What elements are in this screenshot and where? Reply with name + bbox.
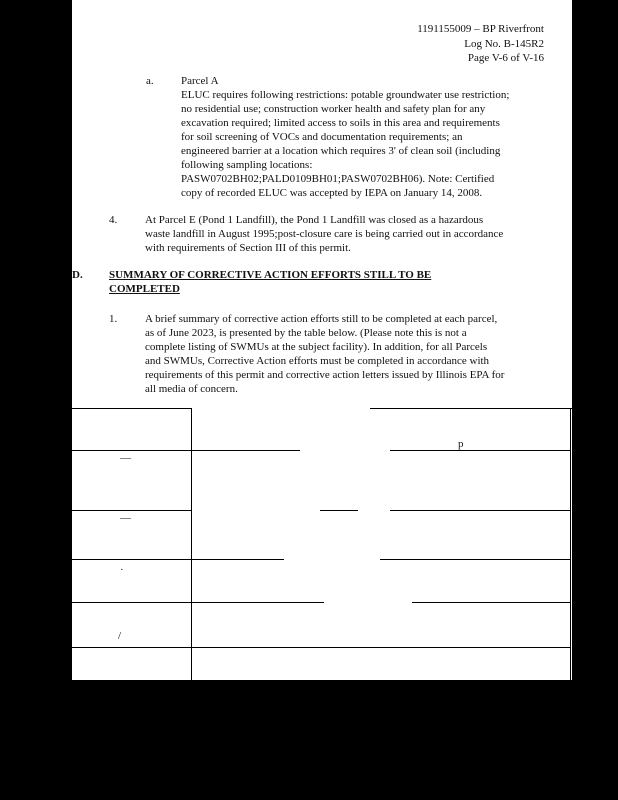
table-rule xyxy=(72,510,192,511)
item-4-label: 4. xyxy=(109,214,118,226)
table-rule xyxy=(412,602,570,603)
item-a-line: ELUC requires following restrictions: potable groundwater use restriction; xyxy=(181,89,510,101)
item-a-line: excavation required; limited access to soils in this area and requirements xyxy=(181,117,500,129)
item-a-label: a. xyxy=(146,75,154,87)
table-rule xyxy=(72,450,192,451)
header-page-no: Page V-6 of V-16 xyxy=(467,52,544,64)
table-row-mark: / xyxy=(118,630,122,642)
table-row-mark: · xyxy=(120,564,124,576)
table-right-border xyxy=(570,408,571,680)
table-rule xyxy=(192,647,570,648)
item-a-line: engineered barrier at a location which requires 3' of clean soil (including xyxy=(181,145,501,157)
item-a-line: for soil screening of VOCs and documentation requirements; an xyxy=(181,131,463,143)
table-header-fragment: p xyxy=(458,438,464,450)
table-rule xyxy=(72,408,192,409)
item-1-line: complete listing of SWMUs at the subject facility). In addition, for all Parcels xyxy=(145,341,488,353)
item-a-line: PASW0702BH02;PALD0109BH01;PASW0702BH06). Note: Certified xyxy=(181,173,495,185)
item-4-line: At Parcel E (Pond 1 Landfill), the Pond 1 Landfill was closed as a hazardous xyxy=(145,214,484,226)
table-rule xyxy=(320,510,358,511)
section-d-title-continued: COMPLETED xyxy=(109,283,180,295)
table-column-divider xyxy=(191,408,192,680)
table-rule xyxy=(72,647,192,648)
item-1-line: all media of concern. xyxy=(145,383,238,395)
item-1-line: and SWMUs, Corrective Action efforts must be completed in accordance with xyxy=(145,355,490,367)
table-rule xyxy=(192,450,300,451)
item-1-line: as of June 2023, is presented by the table below. (Please note this is not a xyxy=(145,327,467,339)
table-row-mark: — xyxy=(120,452,131,464)
item-a-line: copy of recorded ELUC was accepted by IEPA on January 14, 2008. xyxy=(181,187,483,199)
table-rule xyxy=(370,408,572,409)
item-4-line: with requirements of Section III of this permit. xyxy=(145,242,351,254)
table-row-mark: — xyxy=(120,512,131,524)
item-a-line: following sampling locations: xyxy=(181,159,313,171)
table-rule xyxy=(72,559,192,560)
item-a-line: no residential use; construction worker health and safety plan for any xyxy=(181,103,486,115)
document-page xyxy=(72,0,572,680)
table-rule xyxy=(390,450,570,451)
item-4-line: waste landfill in August 1995;post-closure care is being carried out in accordance xyxy=(145,228,504,240)
header-id-line: 1191155009 – BP Riverfront xyxy=(417,23,544,35)
item-1-line: A brief summary of corrective action efforts still to be completed at each parcel, xyxy=(145,313,498,325)
item-a-title: Parcel A xyxy=(181,75,219,87)
table-rule xyxy=(380,559,570,560)
table-rule xyxy=(192,602,324,603)
table-rule xyxy=(192,559,284,560)
header-log-no: Log No. B-145R2 xyxy=(464,38,544,50)
item-1-line: requirements of this permit and corrective action letters issued by Illinois EPA for xyxy=(145,369,505,381)
table-rule xyxy=(390,510,570,511)
corrective-action-table xyxy=(72,408,572,680)
item-1-label: 1. xyxy=(109,313,118,325)
section-d-label: D. xyxy=(72,269,83,281)
section-d-title: SUMMARY OF CORRECTIVE ACTION EFFORTS STILL TO BE xyxy=(109,269,432,281)
scan-border-bottom xyxy=(0,680,618,800)
table-rule xyxy=(72,602,192,603)
